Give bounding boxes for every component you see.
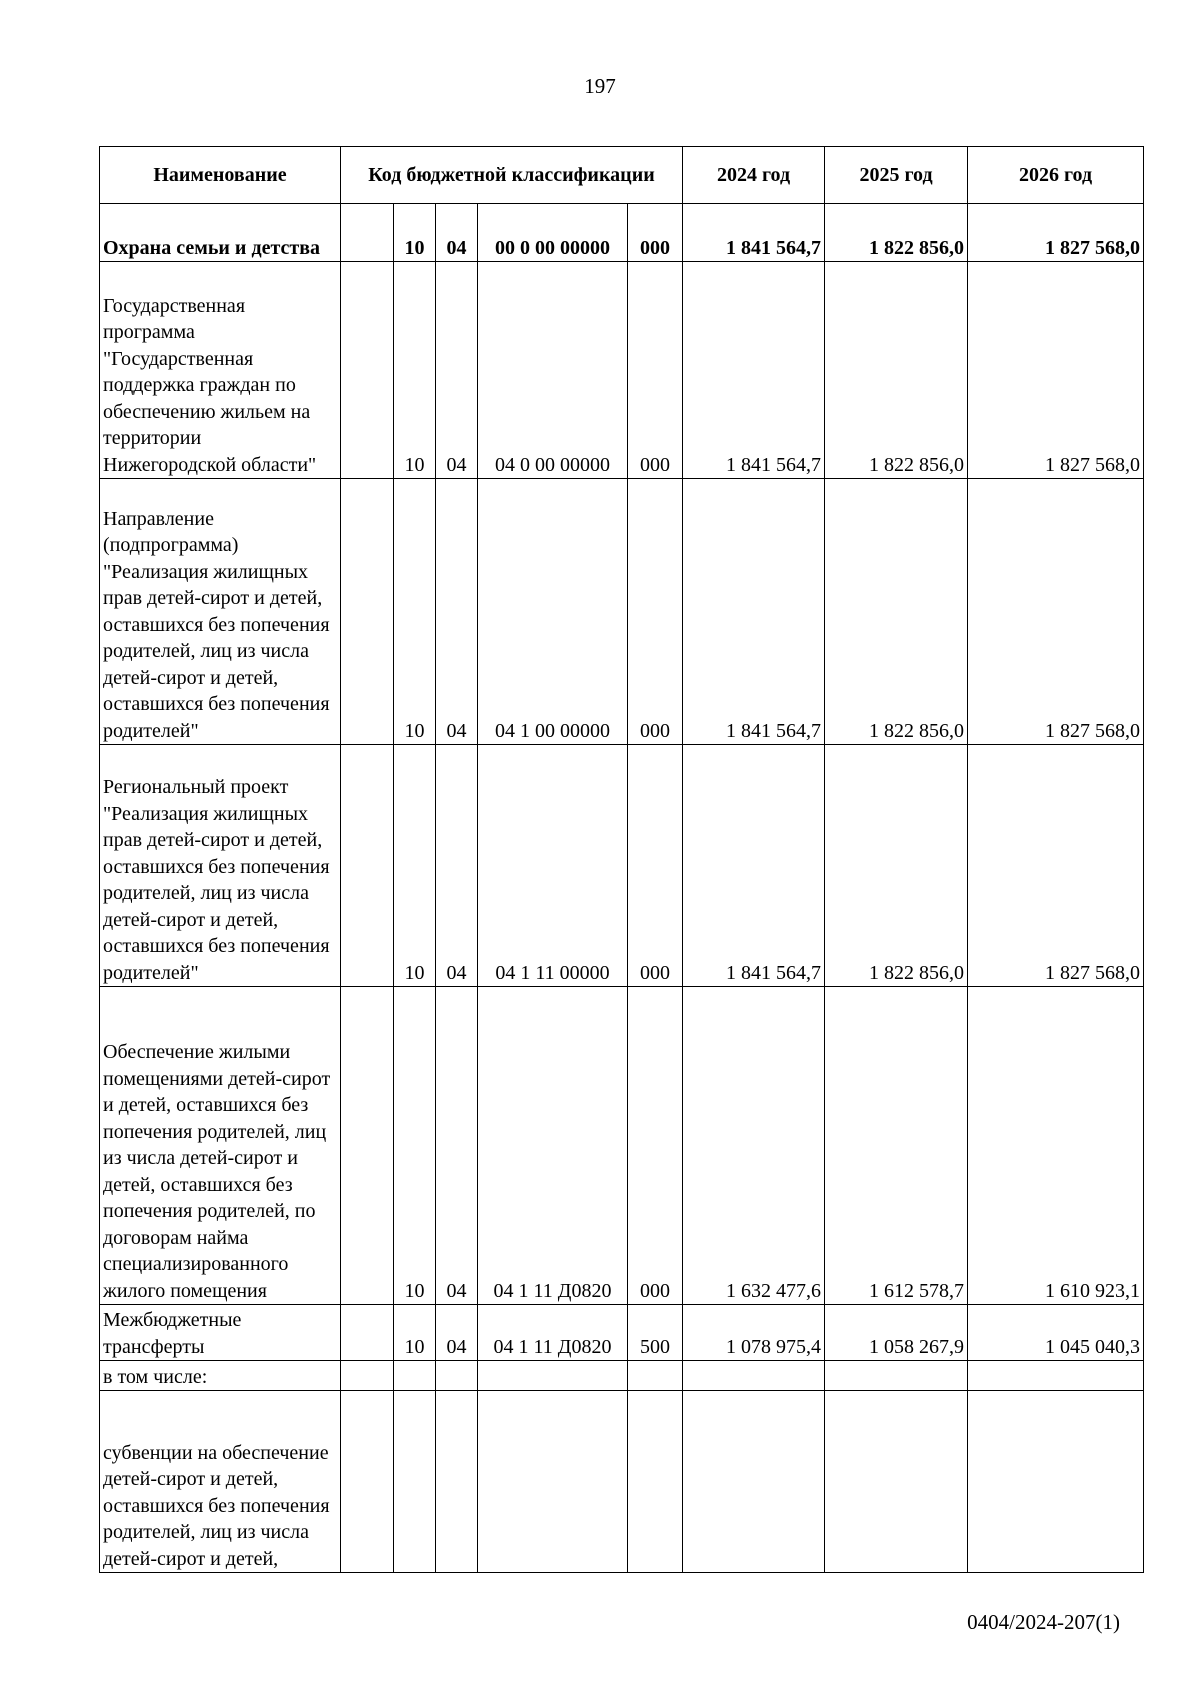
code-section: 10 — [394, 1305, 436, 1361]
value-2024: 1 078 975,4 — [683, 1305, 825, 1361]
code-target: 00 0 00 00000 — [478, 204, 628, 262]
table-row — [100, 987, 1144, 1305]
table-header-row — [100, 147, 1144, 204]
budget-table — [99, 146, 1144, 1573]
value-2026: 1 827 568,0 — [968, 204, 1144, 262]
table-row — [100, 262, 1144, 479]
table-row — [100, 1305, 1144, 1361]
code-1 — [341, 1391, 394, 1573]
table-row — [100, 1361, 1144, 1391]
document-number: 0404/2024-207(1) — [967, 1610, 1120, 1634]
value-2025: 1 822 856,0 — [825, 204, 968, 262]
row-name: в том числе: — [100, 1361, 341, 1391]
row-name: Региональный проект "Реализация жилищных прав детей-сирот и детей, оставшихся без попечения родителей, лиц из числа детей-сирот и детей, оставшихся без попечения родителей" — [100, 745, 341, 987]
row-name: Направление (подпрограмма) "Реализация жилищных прав детей-сирот и детей, оставшихся без попечения родителей, лиц из числа детей-сирот и детей, оставшихся без попечения родителей" — [100, 479, 341, 745]
code-target — [478, 1391, 628, 1573]
code-section: 10 — [394, 479, 436, 745]
value-2026: 1 827 568,0 — [968, 262, 1144, 479]
code-expense-type: 000 — [628, 479, 683, 745]
value-2025: 1 822 856,0 — [825, 745, 968, 987]
value-2026: 1 610 923,1 — [968, 987, 1144, 1305]
code-target: 04 1 11 00000 — [478, 745, 628, 987]
code-target: 04 0 00 00000 — [478, 262, 628, 479]
code-target: 04 1 11 Д0820 — [478, 987, 628, 1305]
table-row — [100, 204, 1144, 262]
code-section — [394, 1391, 436, 1573]
row-name: Государственная программа "Государственная поддержка граждан по обеспечению жильем на территории Нижегородской области" — [100, 262, 341, 479]
value-2025: 1 058 267,9 — [825, 1305, 968, 1361]
code-target — [478, 1361, 628, 1391]
code-target: 04 1 11 Д0820 — [478, 1305, 628, 1361]
code-1 — [341, 1361, 394, 1391]
value-2024: 1 841 564,7 — [683, 204, 825, 262]
code-expense-type: 000 — [628, 204, 683, 262]
table-row — [100, 745, 1144, 987]
code-subsection: 04 — [436, 479, 478, 745]
code-subsection: 04 — [436, 262, 478, 479]
code-section: 10 — [394, 987, 436, 1305]
value-2024: 1 632 477,6 — [683, 987, 825, 1305]
code-expense-type: 000 — [628, 262, 683, 479]
code-expense-type: 000 — [628, 745, 683, 987]
value-2026: 1 827 568,0 — [968, 479, 1144, 745]
code-expense-type — [628, 1391, 683, 1573]
value-2025 — [825, 1391, 968, 1573]
header-2026: 2026 год — [968, 147, 1144, 204]
row-name: Обеспечение жилыми помещениями детей-сирот и детей, оставшихся без попечения родителей, лиц из числа детей-сирот и детей, оставшихся без попечения родителей, по договорам найма специализированного жилого помещения — [100, 987, 341, 1305]
table-row — [100, 479, 1144, 745]
value-2024: 1 841 564,7 — [683, 479, 825, 745]
code-subsection — [436, 1361, 478, 1391]
code-section — [394, 1361, 436, 1391]
code-subsection — [436, 1391, 478, 1573]
value-2025 — [825, 1361, 968, 1391]
code-subsection: 04 — [436, 204, 478, 262]
value-2026 — [968, 1361, 1144, 1391]
code-expense-type: 500 — [628, 1305, 683, 1361]
value-2025: 1 822 856,0 — [825, 479, 968, 745]
value-2026: 1 045 040,3 — [968, 1305, 1144, 1361]
code-subsection: 04 — [436, 987, 478, 1305]
header-code: Код бюджетной классификации — [341, 147, 683, 204]
code-section: 10 — [394, 262, 436, 479]
header-2025: 2025 год — [825, 147, 968, 204]
code-1 — [341, 745, 394, 987]
code-expense-type: 000 — [628, 987, 683, 1305]
code-1 — [341, 204, 394, 262]
code-1 — [341, 1305, 394, 1361]
row-name: субвенции на обеспечение детей-сирот и детей, оставшихся без попечения родителей, лиц из числа детей-сирот и детей, — [100, 1391, 341, 1573]
code-1 — [341, 479, 394, 745]
header-name: Наименование — [100, 147, 341, 204]
code-subsection: 04 — [436, 1305, 478, 1361]
row-name: Межбюджетные трансферты — [100, 1305, 341, 1361]
value-2026: 1 827 568,0 — [968, 745, 1144, 987]
table-row — [100, 1391, 1144, 1573]
value-2026 — [968, 1391, 1144, 1573]
header-2024: 2024 год — [683, 147, 825, 204]
value-2024: 1 841 564,7 — [683, 745, 825, 987]
code-expense-type — [628, 1361, 683, 1391]
value-2024: 1 841 564,7 — [683, 262, 825, 479]
code-section: 10 — [394, 204, 436, 262]
value-2024 — [683, 1361, 825, 1391]
code-1 — [341, 262, 394, 479]
value-2024 — [683, 1391, 825, 1573]
code-target: 04 1 00 00000 — [478, 479, 628, 745]
value-2025: 1 822 856,0 — [825, 262, 968, 479]
code-section: 10 — [394, 745, 436, 987]
page-number: 197 — [584, 74, 616, 98]
code-subsection: 04 — [436, 745, 478, 987]
value-2025: 1 612 578,7 — [825, 987, 968, 1305]
code-1 — [341, 987, 394, 1305]
row-name: Охрана семьи и детства — [100, 204, 341, 262]
